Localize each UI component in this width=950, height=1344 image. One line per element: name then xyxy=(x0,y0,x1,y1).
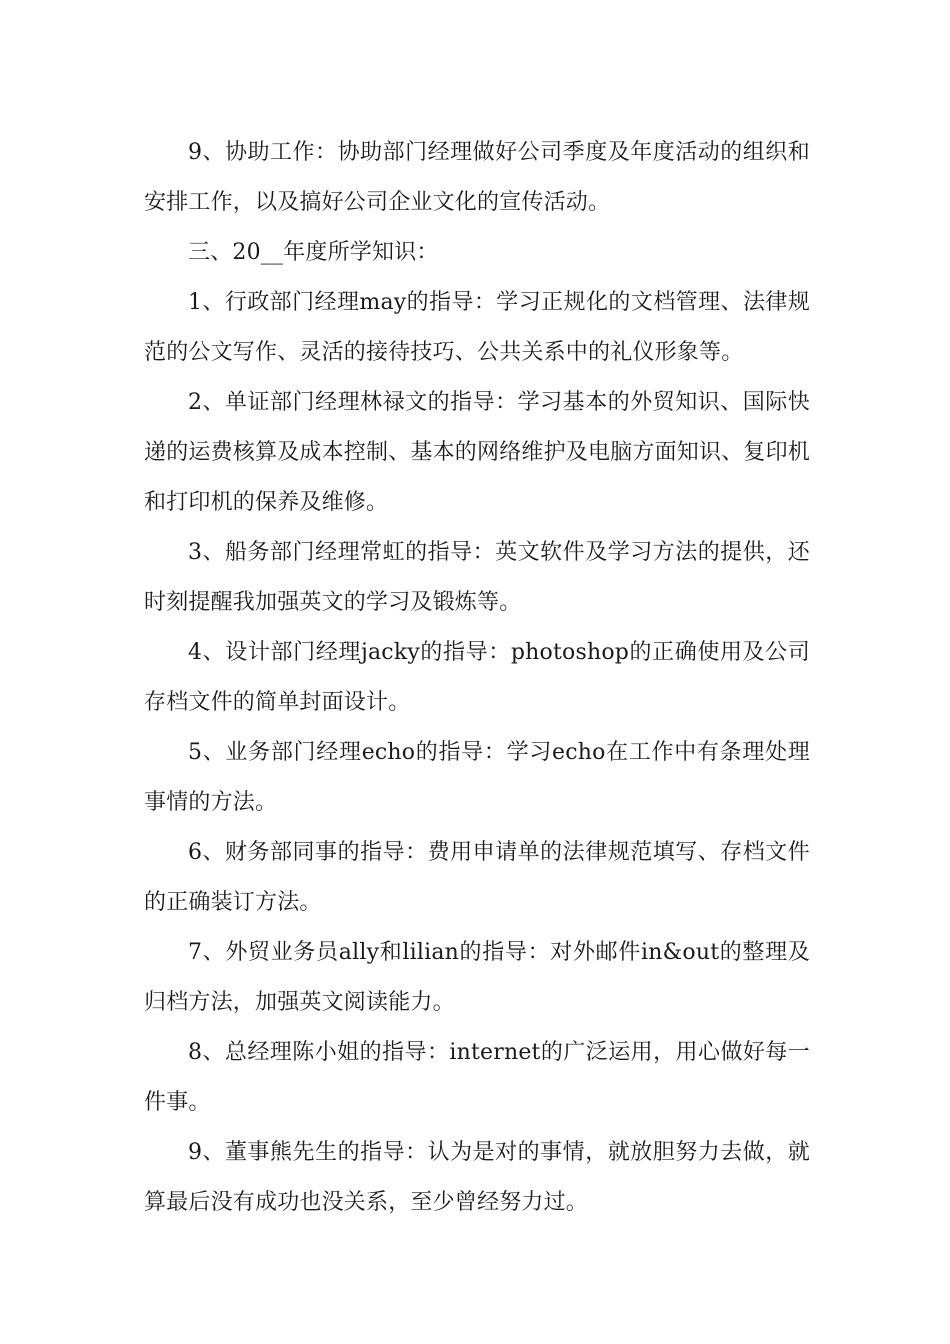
paragraph-general-manager: 8、总经理陈小姐的指导：internet的广泛运用，用心做好每一件事。 xyxy=(144,1040,810,1115)
paragraph-trade-salespeople: 7、外贸业务员ally和lilian的指导：对外邮件in&out的整理及归档方法，加强英文阅读能力。 xyxy=(144,940,810,1015)
paragraph-design-manager: 4、设计部门经理jacky的指导：photoshop的正确使用及公司存档文件的简单封面设计。 xyxy=(144,640,810,715)
paragraph-documents-manager: 2、单证部门经理林禄文的指导：学习基本的外贸知识、国际快递的运费核算及成本控制、基本的网络维护及电脑方面知识、复印机和打印机的保养及维修。 xyxy=(144,390,811,515)
paragraph-director: 9、董事熊先生的指导：认为是对的事情，就放胆努力去做，就算最后没有成功也没关系，至少曾经努力过。 xyxy=(144,1140,810,1215)
paragraph-business-manager: 5、业务部门经理echo的指导：学习echo在工作中有条理处理事情的方法。 xyxy=(144,740,810,815)
paragraph-finance-colleague: 6、财务部同事的指导：费用申请单的法律规范填写、存档文件的正确装订方法。 xyxy=(144,840,810,915)
paragraph-assist-work: 9、协助工作：协助部门经理做好公司季度及年度活动的组织和安排工作，以及搞好公司企业文化的宣传活动。 xyxy=(144,140,810,215)
section-heading-knowledge: 三、20__年度所学知识： xyxy=(188,240,439,265)
paragraph-shipping-manager: 3、船务部门经理常虹的指导：英文软件及学习方法的提供，还时刻提醒我加强英文的学习及锻炼等。 xyxy=(144,540,810,615)
document-body xyxy=(144,128,810,1228)
paragraph-admin-manager: 1、行政部门经理may的指导：学习正规化的文档管理、法律规范的公文写作、灵活的接待技巧、公共关系中的礼仪形象等。 xyxy=(144,290,810,365)
